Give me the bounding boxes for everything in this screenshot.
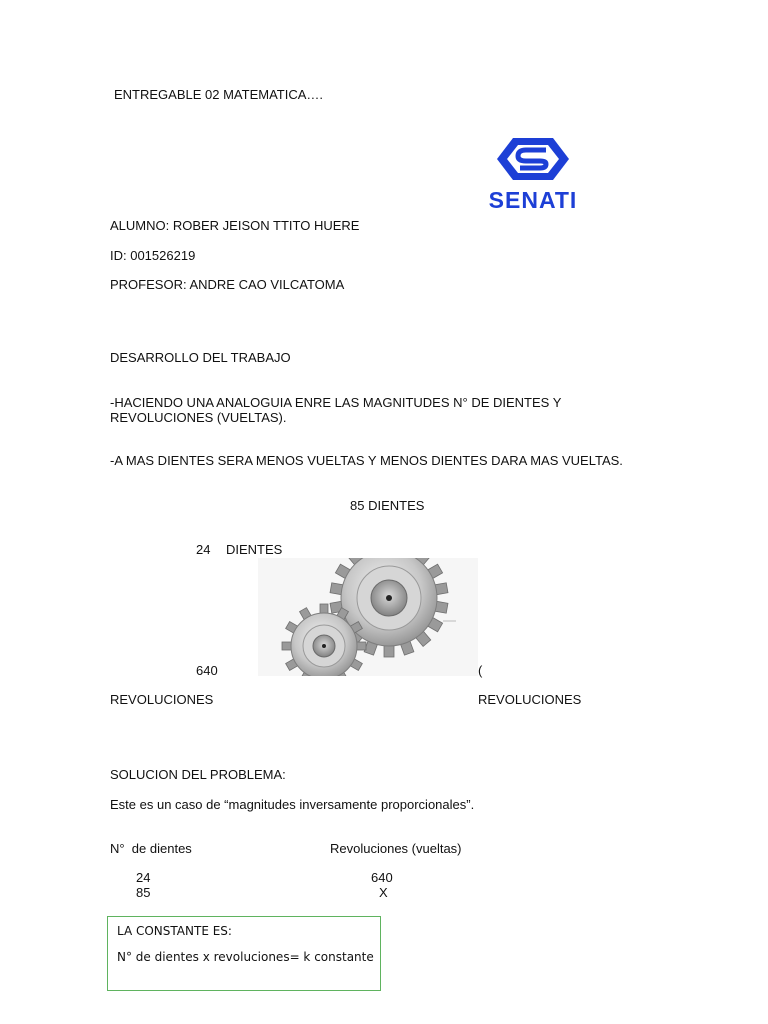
senati-logo (468, 135, 598, 215)
table-header-teeth: N° de dientes (110, 841, 192, 856)
constant-box-formula: N° de dientes x revoluciones= k constante (117, 950, 374, 964)
table-row-2-revs: X (379, 885, 388, 900)
right-revs-label: REVOLUCIONES (478, 692, 582, 707)
solution-title: SOLUCION DEL PROBLEMA: (110, 767, 286, 782)
left-revs-value: 640 (196, 663, 218, 678)
table-row-1-teeth: 24 (136, 870, 151, 885)
student-name: ALUMNO: ROBER JEISON TTITO HUERE (110, 218, 360, 233)
constant-box-title: LA CONSTANTE ES: (117, 924, 232, 938)
big-gear-label: 85 DIENTES (350, 498, 425, 513)
section-title: DESARROLLO DEL TRABAJO (110, 350, 291, 365)
left-revs-label: REVOLUCIONES (110, 692, 214, 707)
senati-emblem-icon (468, 135, 598, 185)
student-id: ID: 001526219 (110, 248, 196, 263)
table-row-1-revs: 640 (371, 870, 393, 885)
paragraph-rule: -A MAS DIENTES SERA MENOS VUELTAS Y MENOS DIENTES DARA MAS VUELTAS. (110, 453, 623, 468)
right-revs-value: ( (478, 663, 483, 678)
gears-illustration (258, 558, 478, 676)
table-row-2-teeth: 85 (136, 885, 151, 900)
logo-wordmark: SENATI (488, 187, 578, 213)
small-gear-teeth: 24 (196, 542, 211, 557)
constant-box (107, 916, 381, 991)
gears-icon (258, 558, 478, 676)
solution-text: Este es un caso de “magnitudes inversamente proporcionales”. (110, 797, 475, 812)
document-heading: ENTREGABLE 02 MATEMATICA…. (114, 87, 324, 102)
paragraph-analogy: -HACIENDO UNA ANALOGUIA ENRE LAS MAGNITUDES N° DE DIENTES Y REVOLUCIONES (VUELTAS). (110, 395, 562, 425)
table-header-revs: Revoluciones (vueltas) (330, 841, 462, 856)
teacher-name: PROFESOR: ANDRE CAO VILCATOMA (110, 277, 345, 292)
small-gear-label: DIENTES (226, 542, 283, 557)
